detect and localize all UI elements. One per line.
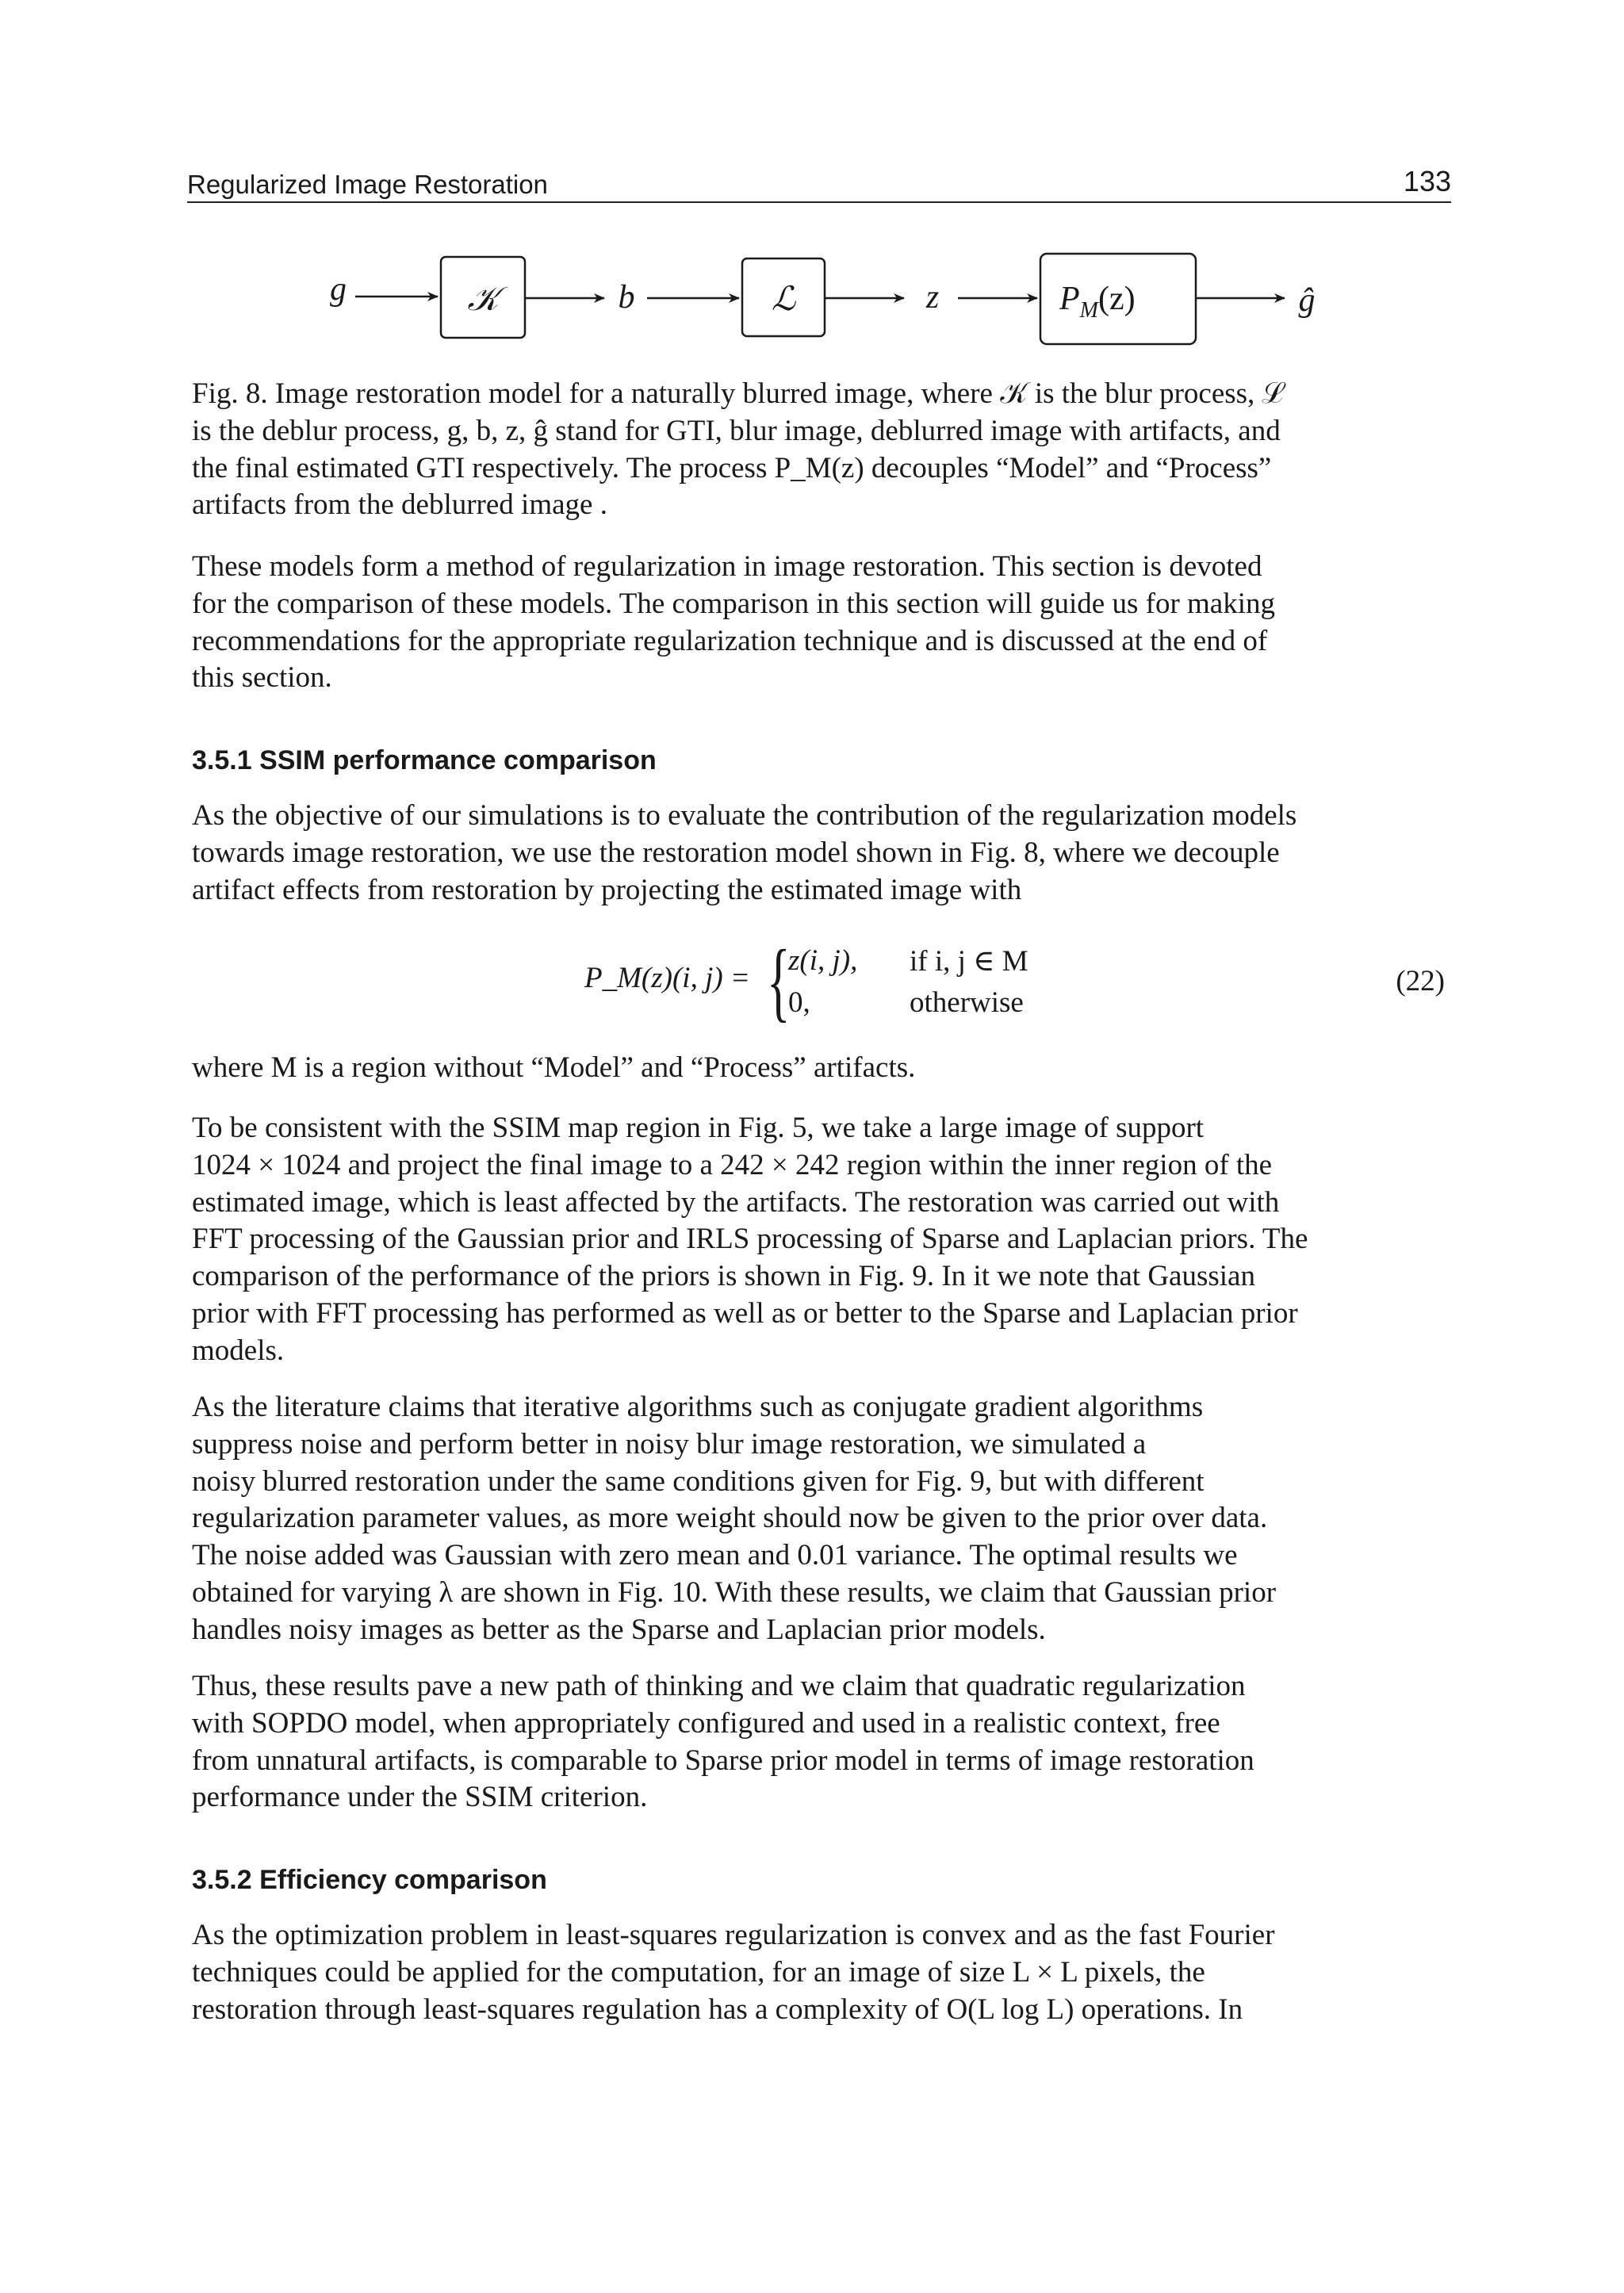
equation-brace: {: [767, 932, 791, 1031]
text-line: this section.: [192, 661, 332, 695]
paragraph-optimization: [192, 1917, 1445, 2028]
text-line: FFT processing of the Gaussian prior and IRLS processing of Sparse and Laplacian priors. The: [192, 1223, 1308, 1256]
restoration-model-diagram: [187, 238, 1451, 365]
equation-case2-condition: otherwise: [910, 986, 1024, 1019]
projection-label: $P_M(z)$: [1059, 281, 1136, 323]
text-line: The noise added was Gaussian with zero mean and 0.01 variance. The optimal results we: [192, 1539, 1238, 1572]
paragraph-literature: [192, 1389, 1445, 1649]
caption-line: artifacts from the deblurred image .: [192, 488, 607, 522]
text-line: These models form a method of regularization in image restoration. This section is devoted: [192, 550, 1262, 583]
header-title: Regularized Image Restoration: [187, 170, 548, 199]
text-line: towards image restoration, we use the restoration model shown in Fig. 8, where we decouple: [192, 836, 1280, 869]
text-line: As the objective of our simulations is to evaluate the contribution of the regularization models: [192, 799, 1297, 832]
node-b: b: [618, 279, 635, 316]
text-line: Thus, these results pave a new path of thinking and we claim that quadratic regularization: [192, 1670, 1246, 1702]
deblur-process-label: ℒ: [771, 281, 796, 318]
node-z: z: [925, 279, 940, 316]
text-line: prior with FFT processing has performed as well as or better to the Sparse and Laplacian prior: [192, 1296, 1298, 1330]
caption-line: the final estimated GTI respectively. The process P_M(z) decouples “Model” and “Process”: [192, 451, 1272, 484]
text-line: techniques could be applied for the computation, for an image of size L × L pixels, the: [192, 1955, 1205, 1989]
caption-line: is the deblur process, g, b, z, ĝ stand for GTI, blur image, deblurred image with artifacts, and: [192, 414, 1281, 447]
text-line: suppress noise and perform better in noisy blur image restoration, we simulated a: [192, 1427, 1147, 1460]
paragraph-where: [192, 1050, 1445, 1087]
text-line: 1024 × 1024 and project the final image to a 242 × 242 region within the inner region of the: [192, 1148, 1273, 1181]
equation-case2-value: 0,: [788, 986, 810, 1019]
caption-line: Fig. 8. Image restoration model for a naturally blurred image, where 𝒦 is the blur process, ℒ: [192, 377, 1284, 410]
text-line: regularization parameter values, as more weight should now be given to the prior over data.: [192, 1502, 1268, 1535]
text-line: As the optimization problem in least-squares regularization is convex and as the fast Fourier: [192, 1919, 1275, 1951]
paragraph-consistency: [192, 1110, 1445, 1370]
text-line: handles noisy images as better as the Sparse and Laplacian prior models.: [192, 1613, 1046, 1646]
text-line: for the comparison of these models. The comparison in this section will guide us for making: [192, 587, 1276, 620]
equation-lhs: P_M(z)(i, j) =: [584, 962, 750, 994]
text-line: noisy blurred restoration under the same conditions given for Fig. 9, but with different: [192, 1464, 1205, 1498]
paragraph-thus: [192, 1668, 1445, 1816]
running-header: [187, 165, 1451, 203]
equation-case1-condition: if i, j ∈ M: [910, 945, 1028, 978]
text-line: performance under the SSIM criterion.: [192, 1781, 648, 1814]
blur-process-label: 𝒦: [467, 281, 499, 318]
text-line: To be consistent with the SSIM map region in Fig. 5, we take a large image of support: [192, 1112, 1205, 1144]
text-line: estimated image, which is least affected by the artifacts. The restoration was carried out with: [192, 1185, 1280, 1219]
intro-paragraph: [192, 549, 1445, 697]
text-line: recommendations for the appropriate regularization technique and is discussed at the end of: [192, 624, 1268, 657]
text-line: with SOPDO model, when appropriately configured and used in a realistic context, free: [192, 1706, 1220, 1740]
section-heading-efficiency: 3.5.2 Efficiency comparison: [192, 1865, 547, 1895]
text-line: models.: [192, 1334, 285, 1367]
text-line: restoration through least-squares regulation has a complexity of O(L log L) operations. In: [192, 1992, 1243, 2026]
equation-case1-value: z(i, j),: [788, 944, 858, 977]
section-heading-ssim: 3.5.1 SSIM performance comparison: [192, 745, 657, 775]
text-line: comparison of the performance of the priors is shown in Fig. 9. In it we note that Gaussian: [192, 1260, 1255, 1293]
node-g-hat: ĝ: [1298, 282, 1316, 319]
paragraph-objective: [192, 798, 1445, 909]
text-line: from unnatural artifacts, is comparable to Sparse prior model in terms of image restoration: [192, 1744, 1254, 1777]
text-line: As the literature claims that iterative algorithms such as conjugate gradient algorithms: [192, 1391, 1204, 1423]
node-g: g: [330, 271, 347, 308]
diagram-svg: [187, 238, 1451, 365]
text-line: artifact effects from restoration by projecting the estimated image with: [192, 873, 1022, 906]
equation-22: [192, 932, 1445, 1031]
page-number: 133: [1403, 165, 1451, 197]
equation-number: (22): [1396, 965, 1445, 997]
text-line: obtained for varying λ are shown in Fig. 10. With these results, we claim that Gaussian prior: [192, 1575, 1277, 1609]
text-line: where M is a region without “Model” and “Process” artifacts.: [192, 1051, 916, 1084]
figure-caption: [192, 376, 1445, 524]
